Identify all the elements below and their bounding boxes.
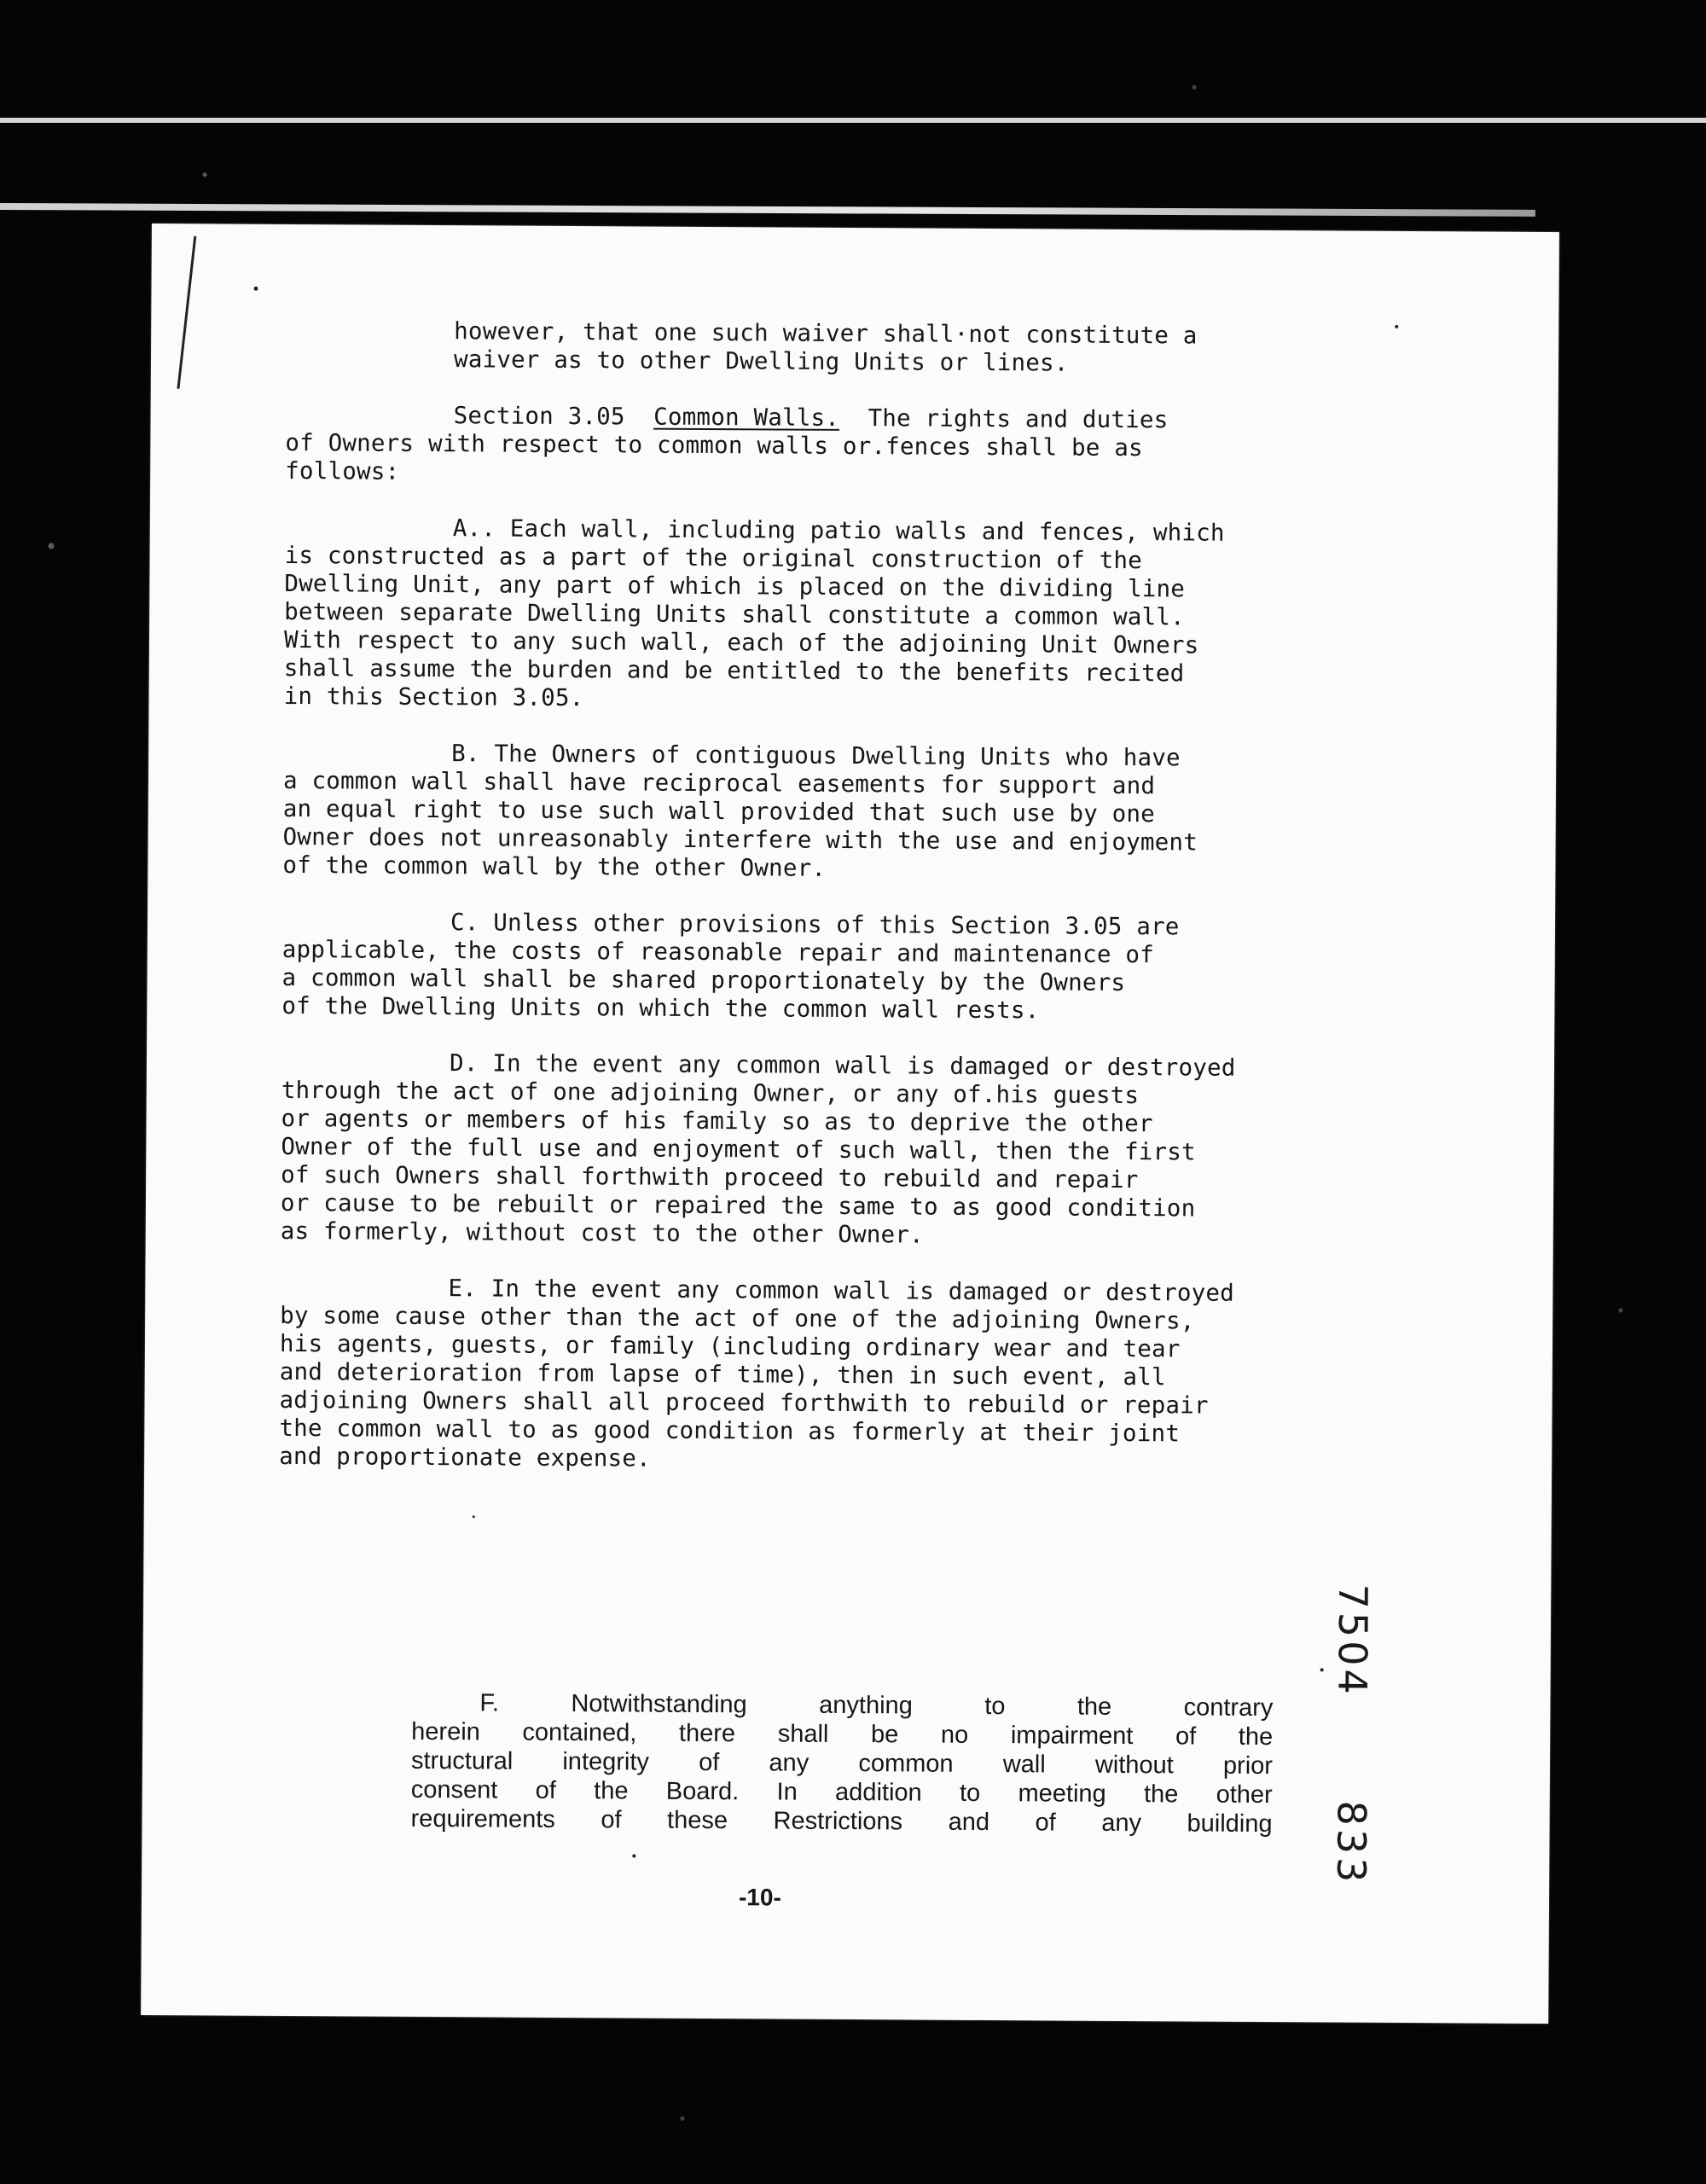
paragraph-f-line: consent of the Board. In addition to meeting the other [410,1775,1273,1809]
paragraph-a-line: A.. Each wall, including patio walls and fences, which [452,514,1225,547]
paragraph-e-line: and proportionate expense. [279,1442,651,1472]
scan-speck [1320,1668,1324,1671]
section-heading [454,402,1169,434]
paragraph-e-line: by some cause other than the act of one of the adjoining Owners, [280,1301,1195,1335]
paragraph-b-line: a common wall shall have reciprocal easements for support and [282,766,1156,800]
scan-speck [1395,325,1398,328]
paragraph-e-line: the common wall to as good condition as formerly at their joint [279,1414,1181,1448]
text-line: waiver as to other Dwelling Units or lines. [453,346,1069,377]
text-line: of Owners with respect to common walls or.fences shall be as [285,428,1143,462]
text-line: however, that one such waiver shall·not constitute a [454,317,1198,350]
scan-speck [473,1515,475,1518]
paragraph-d-line: or cause to be rebuilt or repaired the same to as good condition [280,1188,1196,1223]
scan-speck [632,1854,635,1857]
paragraph-d-line: or agents or members of his family so as to deprive the other [281,1104,1153,1138]
paragraph-c-line: of the Dwelling Units on which the common wall rests. [281,991,1040,1025]
paragraph-a-line: With respect to any such wall, each of the adjoining Unit Owners [283,625,1199,659]
scan-speck [254,287,258,291]
paragraph-d-line: Owner of the full use and enjoyment of such wall, then the first [281,1132,1196,1166]
paragraph-e-line: adjoining Owners shall all proceed forthwith to rebuild or repair [279,1385,1209,1420]
paragraph-a-line: between separate Dwelling Units shall constitute a common wall. [284,597,1185,631]
paragraph-a-line: is constructed as a part of the original construction of the [284,541,1143,575]
margin-mark [177,236,196,389]
section-number: Section 3.05 [453,402,625,431]
paragraph-b-line: an equal right to use such wall provided that such use by one [282,794,1156,828]
paragraph-d-line: of such Owners shall forthwith proceed to rebuild and repair [281,1160,1139,1194]
page-number: -10- [738,1884,781,1911]
paragraph-b-line: of the common wall by the other Owner. [282,851,827,882]
paragraph-c-line: C. Unless other provisions of this Section 3.05 are [450,909,1180,941]
section-title: Common Walls. [653,403,840,432]
paragraph-b-line: Owner does not unreasonably interfere with the use and enjoyment [282,822,1198,857]
paragraph-d-line: as formerly, without cost to the other Owner. [280,1217,924,1249]
document-page [141,224,1559,2024]
paragraph-f [410,1688,1273,1838]
text-line: follows: [285,456,400,485]
section-intro: The rights and duties [868,404,1169,434]
page-reference-stamp: 833 [1328,1800,1375,1886]
paragraph-a-line: in this Section 3.05. [283,682,584,712]
paragraph-c-line: a common wall shall be shared proportionately by the Owners [281,963,1126,996]
paragraph-b-line: B. The Owners of contiguous Dwelling Units who have [451,740,1181,772]
paragraph-a-line: Dwelling Unit, any part of which is placed on the dividing line [284,569,1186,603]
paragraph-e-line: E. In the event any common wall is damaged or destroyed [448,1275,1235,1307]
paragraph-f-line: herein contained, there shall be no impairment of the [411,1717,1274,1751]
scan-edge-line [0,118,1706,123]
book-number-stamp: 7504 [1329,1583,1377,1698]
paragraph-d-line: D. In the event any common wall is damaged or destroyed [449,1049,1236,1082]
paragraph-e-line: and deterioration from lapse of time), then in such event, all [279,1357,1166,1391]
paragraph-f-line: structural integrity of any common wall without prior [410,1746,1274,1780]
paragraph-d-line: through the act of one adjoining Owner, or any of.his guests [281,1076,1140,1110]
paragraph-a-line: shall assume the burden and be entitled to the benefits recited [283,653,1185,688]
paragraph-e-line: his agents, guests, or family (including ordinary wear and tear [279,1329,1181,1363]
paragraph-f-line: requirements of these Restrictions and of any building [410,1804,1273,1838]
paragraph-f-line: F. Notwithstanding anything to the contrary [479,1689,1274,1722]
paragraph-c-line: applicable, the costs of reasonable repair and maintenance of [281,935,1155,969]
